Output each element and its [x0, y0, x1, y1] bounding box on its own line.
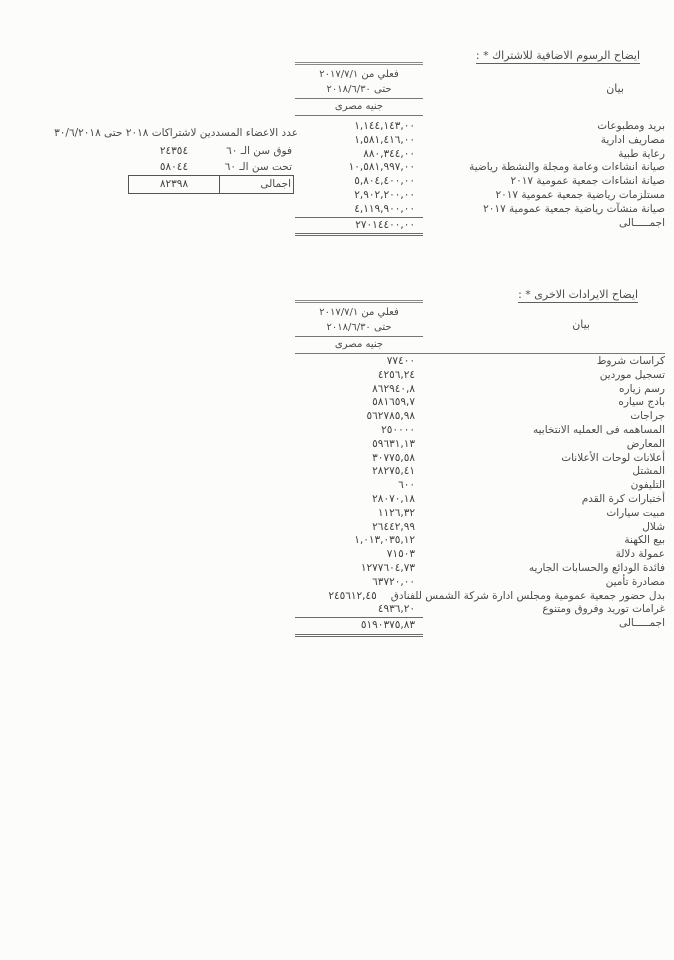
row-value: ٢٨٠٧٠,١٨	[372, 492, 415, 505]
row-label: بيع الكهنة	[624, 534, 665, 547]
row-label: مصاريف ادارية	[600, 133, 665, 146]
row-value: ١١٢٦,٣٢	[377, 506, 415, 519]
row-label: المساهمه فى العمليه الانتخابيه	[533, 423, 665, 436]
table-row	[295, 548, 665, 562]
table-row	[295, 120, 665, 134]
row-value: ١٢٧٧٦٠٤,٧٣	[360, 561, 415, 574]
table-row	[295, 507, 665, 521]
subscription-fees-section-title: ايضاح الرسوم الاضافية للاشتراك * :	[475, 49, 640, 62]
paid-members-table	[128, 143, 294, 194]
row-value: ٢٨٢٧٥,٤١	[372, 465, 415, 478]
row-value: ٥٦٢٧٨٥,٩٨	[366, 410, 415, 423]
table-row	[295, 521, 665, 535]
other-revenues-table	[295, 300, 665, 637]
row-label: مبيت سيارات	[606, 506, 665, 519]
table-row	[295, 383, 665, 397]
row-label: المعارض	[626, 437, 665, 450]
row-label: جراجات	[630, 410, 665, 423]
total-label: اجمـــــالى	[618, 216, 665, 229]
paid-members-total-row	[128, 175, 294, 194]
row-value: ٥,٨٠٤,٤٠٠,٠٠	[354, 175, 415, 188]
row-label: التليفون	[630, 479, 665, 492]
table-row	[295, 396, 665, 410]
table-row	[295, 369, 665, 383]
row-value: ٧٧٤٠٠	[386, 355, 415, 367]
row-value: ٥٩٦٣١,١٣	[372, 437, 415, 450]
table-row	[295, 590, 665, 604]
subscription-fees-statement-label: بيان	[606, 82, 624, 95]
row-value: ٦٠٠	[398, 479, 415, 492]
period-from-label: فعلي من ٢٠١٧/٧/١	[295, 300, 423, 320]
row-label: صيانة منشآت رياضية جمعية عمومية ٢٠١٧	[483, 202, 665, 215]
row-label: غرامات توريد وفروق ومتنوع	[542, 603, 665, 616]
table-row	[295, 576, 665, 590]
table-row	[295, 452, 665, 466]
row-label: مستلزمات رياضية جمعية عمومية ٢٠١٧	[495, 188, 665, 201]
row-label: مصادرة تأمين	[605, 575, 665, 588]
table-row	[295, 534, 665, 548]
other-revenues-statement-label: بيان	[572, 318, 590, 331]
row-value: ٨٨٠,٣٤٤,٠٠	[363, 147, 415, 160]
row-label: بدل حضور جمعية عمومية ومجلس ادارة شركة الشمس للفنادق	[390, 589, 665, 602]
period-to-label: حتى ٢٠١٨/٦/٣٠	[295, 82, 423, 99]
other-revenues-section-title: ايضاح الايرادات الاخرى * :	[518, 288, 638, 301]
row-value: ٨٦٢٩٤٠,٨	[372, 382, 415, 395]
table-row	[295, 438, 665, 452]
row-label: فوق سن الـ ٦٠	[226, 145, 292, 157]
row-value: ١,٥٨١,٤١٦,٠٠	[354, 133, 415, 146]
row-value: ١,٠١٣,٠٣٥,١٢	[354, 534, 415, 547]
row-label: صيانة انشاءات وعامة ومجلة والنشطة رياضية	[469, 161, 665, 174]
total-value: ٨٢٣٩٨	[159, 178, 189, 190]
row-value: ٢٤٥٦١٢,٤٥	[328, 589, 377, 602]
row-value: ١,١٤٤,١٤٣,٠٠	[354, 120, 415, 132]
table-row	[128, 159, 294, 175]
row-value: ٤,١١٩,٩٠٠,٠٠	[354, 202, 415, 215]
total-value: ٥١٩٠٣٧٥,٨٣	[295, 617, 423, 637]
row-label: كراسات شروط	[596, 355, 665, 367]
period-to-label: حتى ٢٠١٨/٦/٣٠	[295, 320, 423, 337]
table-row	[295, 465, 665, 479]
table-row	[295, 603, 665, 617]
period-from-label: فعلي من ٢٠١٧/٧/١	[295, 62, 423, 82]
table-row	[295, 175, 665, 189]
paid-members-title: عدد الاعضاء المسددين لاشتراكات ٢٠١٨ حتى ٣٠/٦/٢٠١٨	[54, 127, 298, 139]
row-value: ٣٠٧٧٥,٥٨	[372, 451, 415, 464]
row-value: ٧١٥٠٣	[386, 548, 415, 561]
row-value: ٢٦٤٤٢,٩٩	[372, 520, 415, 533]
subscription-fees-table	[295, 56, 665, 236]
subscription-fees-table-header	[295, 62, 423, 116]
row-label: رسم زياره	[619, 382, 665, 395]
row-label: أختبارات كرة القدم	[581, 492, 665, 505]
currency-label: جنيه مصرى	[295, 99, 423, 116]
table-row	[295, 203, 665, 217]
table-row	[295, 479, 665, 493]
row-label: شلال	[642, 520, 665, 533]
row-value: ٤٢٥٦,٢٤	[377, 368, 415, 381]
row-value: ٢,٩٠٢,٢٠٠,٠٠	[354, 188, 415, 201]
row-label: بريد ومطبوعات	[597, 120, 665, 132]
row-label: تسجيل موردين	[599, 368, 665, 381]
paid-members-rows	[128, 143, 294, 175]
table-row	[295, 562, 665, 576]
header-divider-rule	[295, 353, 665, 354]
table-row	[295, 493, 665, 507]
subscription-fees-total-row	[295, 217, 665, 237]
other-revenues-table-header	[295, 300, 423, 352]
total-label: اجمالى	[219, 176, 293, 193]
row-label: تحت سن الـ ٦٠	[224, 161, 292, 173]
total-label: اجمـــــالى	[618, 617, 665, 630]
table-row	[295, 189, 665, 203]
row-value: ٥٨١٦٥٩,٧	[372, 396, 415, 409]
row-value: ١٠,٥٨١,٩٩٧,٠٠	[348, 161, 415, 174]
other-revenues-total-row	[295, 617, 665, 637]
row-label: صيانة انشاءات جمعية عمومية ٢٠١٧	[510, 175, 665, 188]
row-label: عمولة دلالة	[615, 548, 665, 561]
total-value: ٢٧٠١٤٤٠٠,٠٠	[295, 217, 423, 237]
table-row	[128, 143, 294, 159]
row-value: ٥٨٠٤٤	[159, 161, 189, 173]
table-row	[295, 355, 665, 369]
row-value: ٦٣٧٢٠,٠٠	[372, 575, 415, 588]
row-label: فائدة الودائع والحسابات الجاريه	[528, 561, 665, 574]
row-value: ٤٩٣٦,٢٠	[377, 603, 415, 616]
table-row	[295, 148, 665, 162]
row-label: بادج سياره	[618, 396, 665, 409]
row-label: رعاية طبية	[618, 147, 665, 160]
row-value: ٢٥٠٠٠٠	[381, 423, 415, 436]
row-label: المشتل	[632, 465, 665, 478]
table-row	[295, 161, 665, 175]
currency-label: جنيه مصرى	[334, 339, 384, 350]
table-row	[295, 424, 665, 438]
table-row	[295, 134, 665, 148]
table-row	[295, 410, 665, 424]
row-label: أعلانات لوحات الأعلانات	[561, 451, 665, 464]
row-value: ٢٤٣٥٤	[159, 145, 189, 157]
